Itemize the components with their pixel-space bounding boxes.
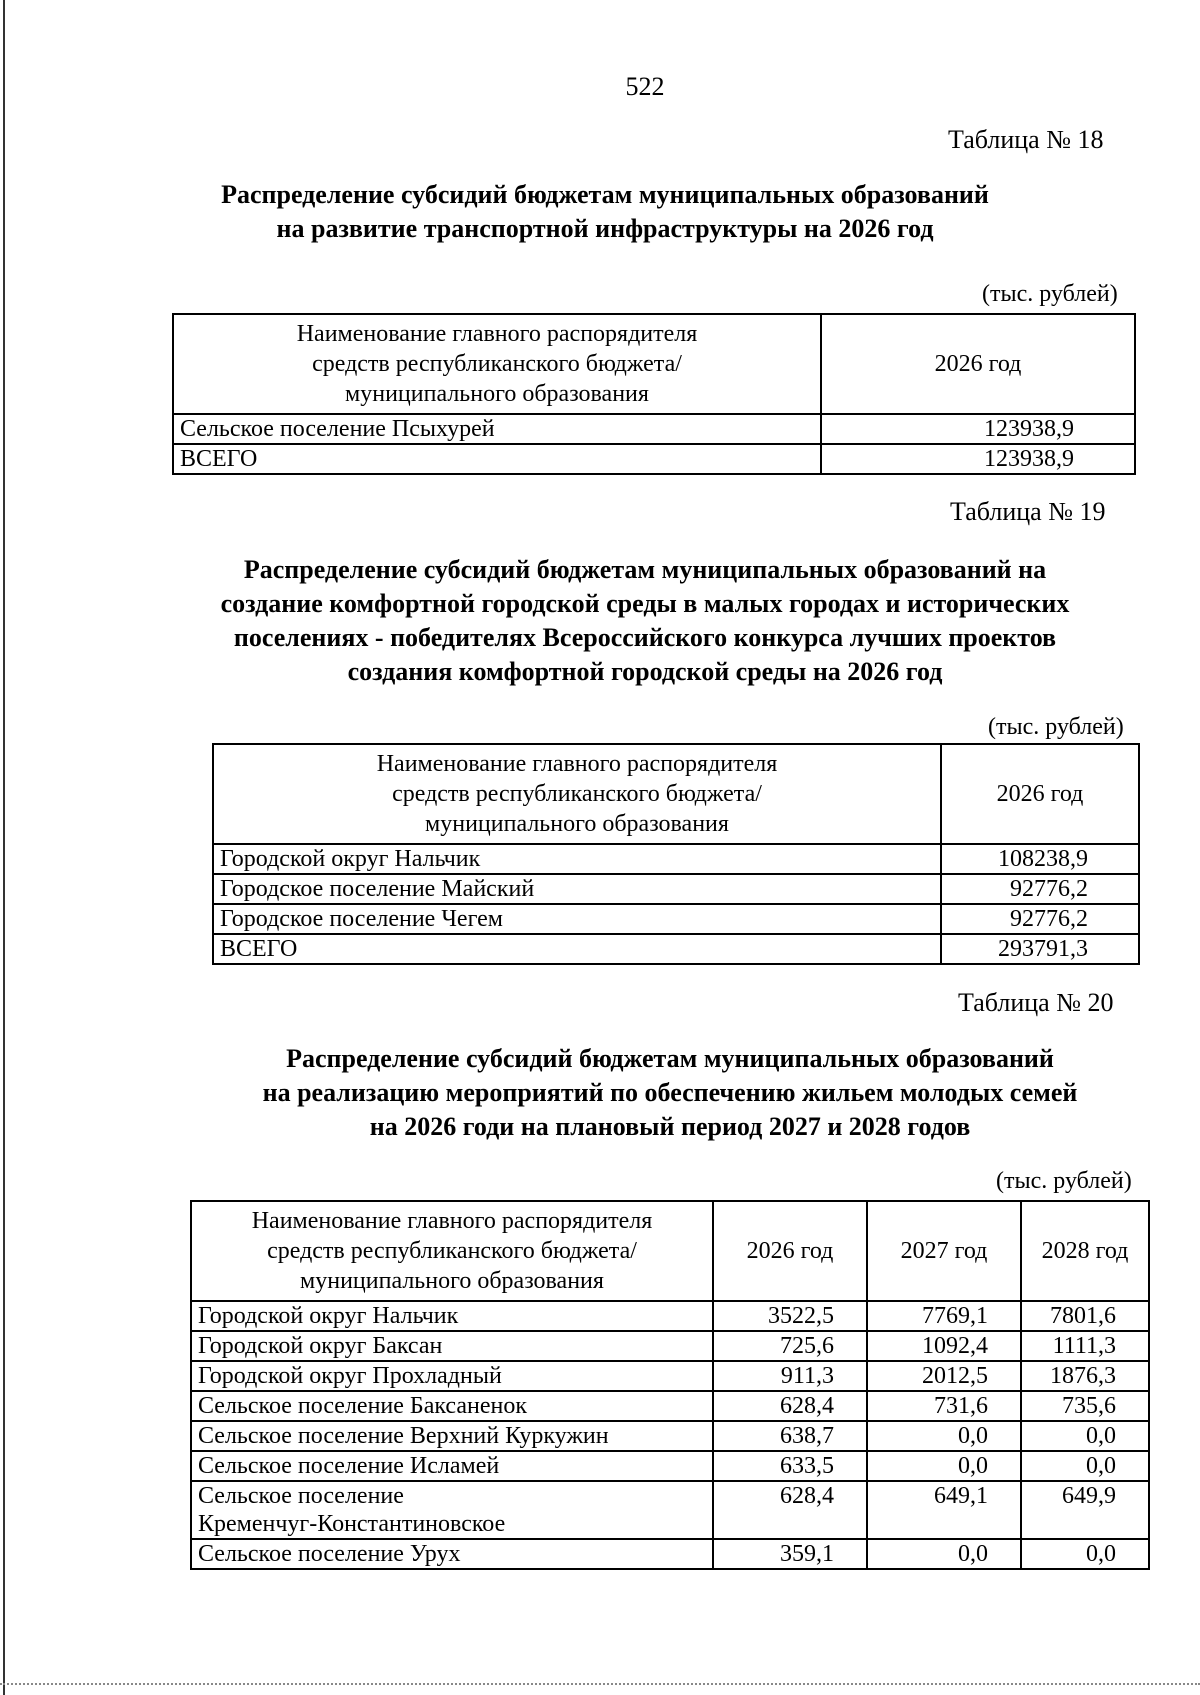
table-row-total xyxy=(213,934,1139,964)
table-row xyxy=(191,1391,1149,1421)
row-value-2026: 359,1 xyxy=(713,1539,867,1569)
row-name: Сельское поселение Урух xyxy=(191,1539,713,1569)
table-20-title xyxy=(200,1042,1140,1144)
row-value-2026: 725,6 xyxy=(713,1331,867,1361)
table-row xyxy=(213,904,1139,934)
row-value-2027: 731,6 xyxy=(867,1391,1021,1421)
header-line: муниципального образования xyxy=(425,811,729,837)
row-value-2026: 3522,5 xyxy=(713,1301,867,1331)
table-20-label: Таблица № 20 xyxy=(958,988,1114,1017)
row-name: Сельское поселение Верхний Куркужин xyxy=(191,1421,713,1451)
table-20-unit: (тыс. рублей) xyxy=(996,1168,1132,1194)
header-line: муниципального образования xyxy=(300,1268,604,1294)
page-number: 522 xyxy=(625,72,665,101)
table-header-row xyxy=(191,1201,1149,1301)
table-18-title xyxy=(160,178,1050,246)
table-row-total xyxy=(173,444,1135,474)
row-name-line: Сельское поселение xyxy=(198,1483,404,1509)
table-18-title-line: на развитие транспортной инфраструктуры на 2026 год xyxy=(276,214,934,243)
row-value-2028: 0,0 xyxy=(1021,1451,1149,1481)
table-row xyxy=(173,414,1135,444)
table-19-title-line: создания комфортной городской среды на 2026 год xyxy=(347,657,943,686)
table-row xyxy=(191,1421,1149,1451)
row-value-2027: 2012,5 xyxy=(867,1361,1021,1391)
column-header-name xyxy=(213,744,941,844)
table-row xyxy=(191,1481,1149,1539)
table-row xyxy=(191,1301,1149,1331)
row-value-2028: 0,0 xyxy=(1021,1539,1149,1569)
header-line: Наименование главного распорядителя xyxy=(251,1208,653,1234)
row-name xyxy=(191,1481,713,1539)
row-value-2026: 638,7 xyxy=(713,1421,867,1451)
row-value: 123938,9 xyxy=(821,414,1135,444)
column-header-name xyxy=(191,1201,713,1301)
table-20 xyxy=(190,1200,1150,1570)
header-line: Наименование главного распорядителя xyxy=(296,321,698,347)
row-value-2027: 1092,4 xyxy=(867,1331,1021,1361)
header-line: муниципального образования xyxy=(345,381,649,407)
table-18-unit: (тыс. рублей) xyxy=(982,281,1118,307)
column-header-2026: 2026 год xyxy=(713,1201,867,1301)
column-header-2027: 2027 год xyxy=(867,1201,1021,1301)
table-19-title-line: поселениях - победителях Всероссийского конкурса лучших проектов xyxy=(233,623,1057,652)
row-value-2027: 0,0 xyxy=(867,1421,1021,1451)
row-name: ВСЕГО xyxy=(213,934,941,964)
header-line: средств республиканского бюджета/ xyxy=(267,1238,637,1264)
row-name: Городской округ Нальчик xyxy=(191,1301,713,1331)
row-value: 92776,2 xyxy=(941,904,1139,934)
row-value: 293791,3 xyxy=(941,934,1139,964)
table-row xyxy=(213,844,1139,874)
row-value-2027: 0,0 xyxy=(867,1539,1021,1569)
row-name: Городское поселение Майский xyxy=(213,874,941,904)
table-19-title xyxy=(160,553,1130,689)
table-row xyxy=(191,1539,1149,1569)
table-18-title-line: Распределение субсидий бюджетам муниципальных образований xyxy=(221,180,989,209)
header-line: средств республиканского бюджета/ xyxy=(312,351,682,377)
row-name: Городской округ Нальчик xyxy=(213,844,941,874)
table-header-row xyxy=(213,744,1139,844)
table-row xyxy=(213,874,1139,904)
column-header-2026: 2026 год xyxy=(821,314,1135,414)
row-value-2026: 628,4 xyxy=(713,1481,867,1539)
row-name: Городской округ Прохладный xyxy=(191,1361,713,1391)
row-value-2027: 649,1 xyxy=(867,1481,1021,1539)
row-value-2028: 1876,3 xyxy=(1021,1361,1149,1391)
row-value-2026: 633,5 xyxy=(713,1451,867,1481)
row-name: Городское поселение Чегем xyxy=(213,904,941,934)
table-header-row xyxy=(173,314,1135,414)
table-20-title-line: на реализацию мероприятий по обеспечению жильем молодых семей xyxy=(262,1078,1078,1107)
row-name: Сельское поселение Псыхурей xyxy=(173,414,821,444)
column-header-name xyxy=(173,314,821,414)
row-value-2026: 628,4 xyxy=(713,1391,867,1421)
table-row xyxy=(191,1331,1149,1361)
table-19 xyxy=(212,743,1140,965)
row-value-2026: 911,3 xyxy=(713,1361,867,1391)
row-name-line: Кременчуг-Константиновское xyxy=(198,1511,506,1537)
header-line: Наименование главного распорядителя xyxy=(376,751,778,777)
header-line: средств республиканского бюджета/ xyxy=(392,781,762,807)
table-20-title-line: на 2026 годи на плановый период 2027 и 2028 годов xyxy=(369,1112,971,1141)
table-19-unit: (тыс. рублей) xyxy=(988,714,1124,740)
row-value: 123938,9 xyxy=(821,444,1135,474)
row-name: Городской округ Баксан xyxy=(191,1331,713,1361)
scan-bottom-noise xyxy=(0,1683,1200,1687)
table-row xyxy=(191,1451,1149,1481)
row-value-2028: 0,0 xyxy=(1021,1421,1149,1451)
row-value-2028: 735,6 xyxy=(1021,1391,1149,1421)
table-row xyxy=(191,1361,1149,1391)
scan-edge-line xyxy=(3,0,5,1695)
table-18-label: Таблица № 18 xyxy=(948,125,1104,154)
table-18 xyxy=(172,313,1136,475)
row-value: 92776,2 xyxy=(941,874,1139,904)
row-name: Сельское поселение Баксаненок xyxy=(191,1391,713,1421)
table-19-title-line: Распределение субсидий бюджетам муниципальных образований на xyxy=(243,555,1047,584)
row-value-2028: 7801,6 xyxy=(1021,1301,1149,1331)
table-19-label: Таблица № 19 xyxy=(950,497,1106,526)
row-value: 108238,9 xyxy=(941,844,1139,874)
column-header-2028: 2028 год xyxy=(1021,1201,1149,1301)
row-name: Сельское поселение Исламей xyxy=(191,1451,713,1481)
table-19-title-line: создание комфортной городской среды в малых городах и исторических xyxy=(220,589,1070,618)
row-value-2027: 7769,1 xyxy=(867,1301,1021,1331)
column-header-2026: 2026 год xyxy=(941,744,1139,844)
table-20-title-line: Распределение субсидий бюджетам муниципальных образований xyxy=(286,1044,1054,1073)
row-value-2028: 1111,3 xyxy=(1021,1331,1149,1361)
row-value-2027: 0,0 xyxy=(867,1451,1021,1481)
row-value-2028: 649,9 xyxy=(1021,1481,1149,1539)
row-name: ВСЕГО xyxy=(173,444,821,474)
